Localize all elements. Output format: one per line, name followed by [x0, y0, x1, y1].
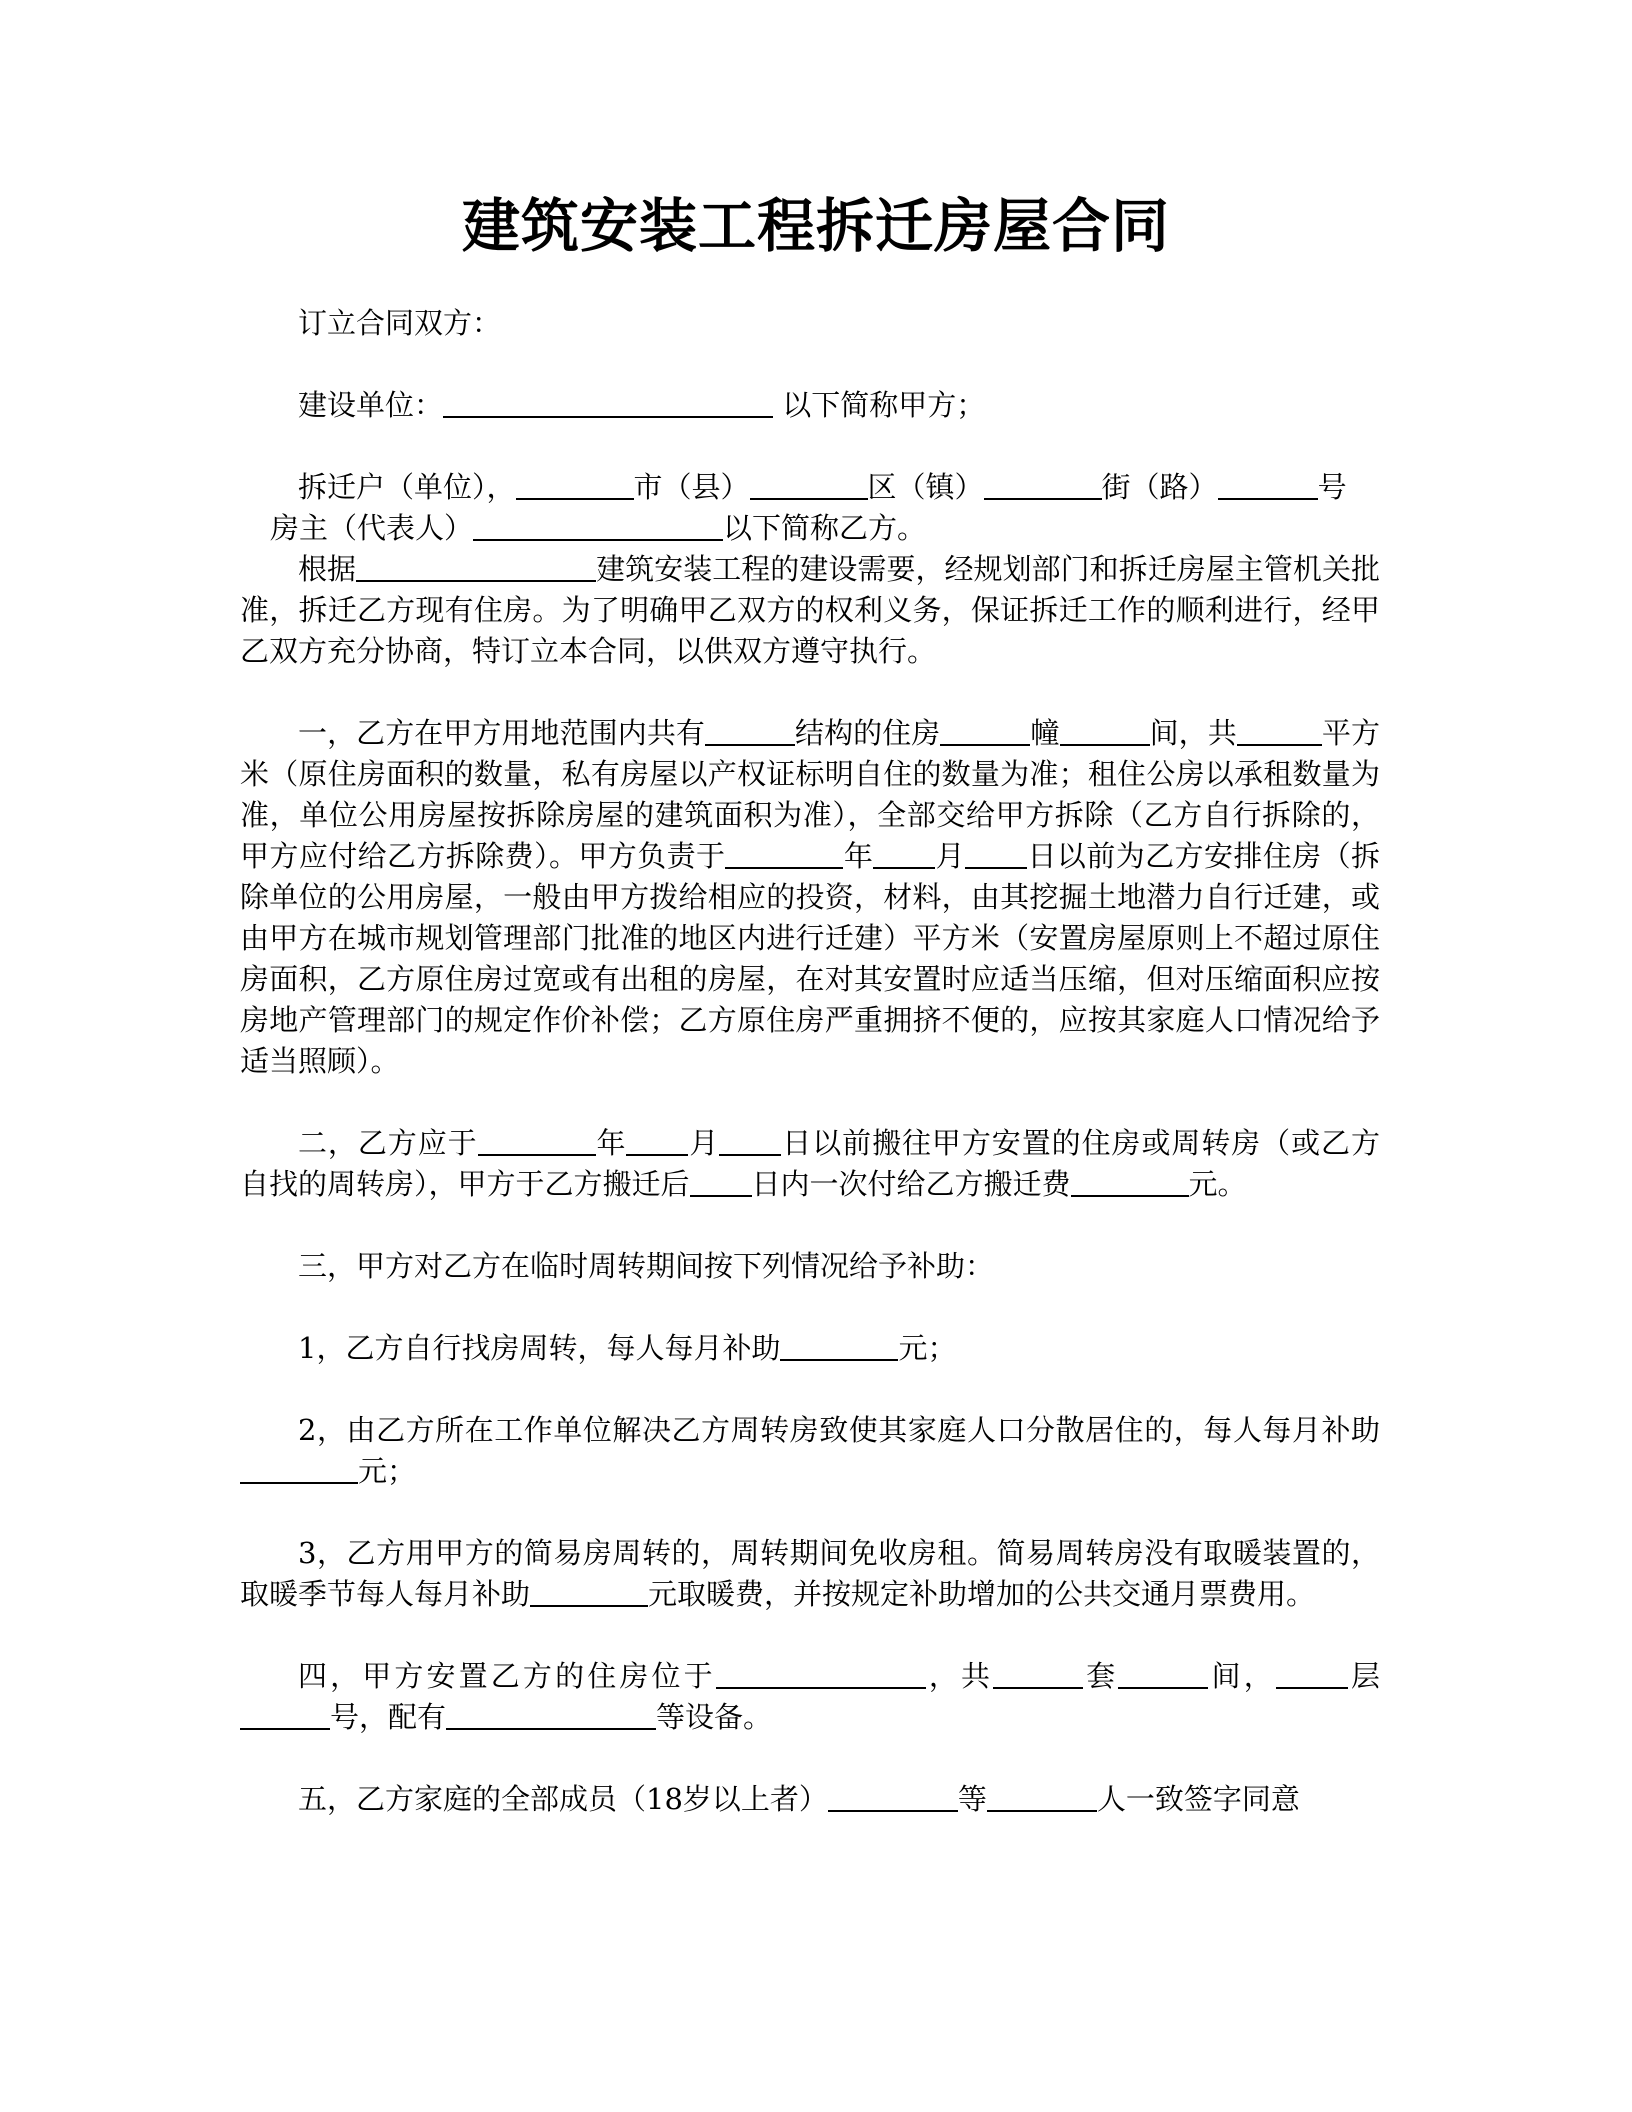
- day-blank: [965, 838, 1027, 869]
- preamble-text: 建筑安装工程的建设需要，经规划部门和拆迁房屋主管机关批准，拆迁乙方现有住房。为了明确甲乙双方的权利义务，保证拆迁工作的顺利进行，经甲乙双方充分协商，特订立本合同，以供双方遵守执行。: [240, 552, 1380, 668]
- clause-1-text-f: 年: [843, 839, 874, 873]
- member-count-blank: [987, 1781, 1097, 1812]
- district-blank: [750, 469, 868, 500]
- clause-4: [240, 1656, 1380, 1738]
- payment-days-blank: [690, 1166, 752, 1197]
- relocatee-city: 市（县）: [633, 470, 750, 504]
- relocatee-street: 街（路）: [1101, 470, 1218, 504]
- sets-blank: [993, 1658, 1083, 1689]
- preamble-paragraph: [240, 549, 1380, 672]
- clause-1-text-c: 幢: [1030, 716, 1060, 750]
- structure-blank: [705, 715, 795, 746]
- clause-1-text-h: 日以前为乙方安排住房（拆除单位的公用房屋，一般由甲方拨给相应的投资，材料，由其挖掘土地潜力自行迁建，或由甲方在城市规划管理部门批准的地区内进行迁建）平方米（安置房屋原则上不超过原住房面积，乙方原住房过宽或有出租的房屋，在对其安置时应适当压缩，但对压缩面积应按房地产管理部门的规定作价补偿；乙方原住房严重拥挤不便的，应按其家庭人口情况给予适当照顾）。: [240, 839, 1380, 1078]
- relocatee-number: 号: [1317, 470, 1347, 504]
- buildings-blank: [940, 715, 1030, 746]
- relocatee-district: 区（镇）: [867, 470, 984, 504]
- project-blank: [356, 551, 596, 582]
- dispersed-subsidy-blank: [240, 1453, 358, 1484]
- clause-3-2: [240, 1410, 1380, 1492]
- clause-5-text-c: 人一致签字同意: [1096, 1782, 1300, 1816]
- year-blank: [725, 838, 843, 869]
- units-blank: [1118, 1658, 1208, 1689]
- move-day-blank: [719, 1125, 781, 1156]
- heating-subsidy-blank: [530, 1576, 648, 1607]
- builder-label: 建设单位：: [298, 388, 444, 422]
- street-blank: [984, 469, 1102, 500]
- document-body: [240, 303, 1380, 1820]
- clause-5-text-a: 五，乙方家庭的全部成员（18岁以上者）: [298, 1782, 828, 1816]
- city-blank: [516, 469, 634, 500]
- clause-3-3-text-a: 3，乙方用甲方的简易房周转的，周转期间免收房租。简易周转房没有取暖装置的，取暖季节每人每月补助: [240, 1536, 1380, 1611]
- clause-3-2-text-b: 元；: [358, 1454, 417, 1488]
- builder-suffix: 以下简称甲方；: [773, 388, 986, 422]
- clause-3-1-text-a: 1，乙方自行找房周转，每人每月补助: [298, 1331, 781, 1365]
- move-year-blank: [478, 1125, 596, 1156]
- clause-4-text-c: 套: [1083, 1659, 1119, 1693]
- owner-suffix: 以下简称乙方。: [723, 511, 927, 545]
- equipment-blank: [446, 1699, 656, 1730]
- clause-3-3: [240, 1533, 1380, 1615]
- clause-2-text-a: 二，乙方应于: [298, 1126, 478, 1160]
- relocatee-label: 拆迁户（单位），: [298, 470, 516, 504]
- rooms-blank: [1060, 715, 1150, 746]
- location-blank: [716, 1658, 926, 1689]
- clause-1: [240, 713, 1380, 1082]
- clause-4-text-b: ，共: [925, 1659, 994, 1693]
- parties-heading: 订立合同双方：: [298, 306, 502, 340]
- clause-5-text-b: 等: [957, 1782, 987, 1816]
- clause-2-text-d: 日以前搬往甲方安置的住房或周转房（或乙方自找的周转房），甲方于乙方搬迁后: [240, 1126, 1380, 1201]
- moving-fee-blank: [1071, 1166, 1189, 1197]
- document-title: 建筑安装工程拆迁房屋合同: [461, 192, 1170, 260]
- clause-4-text-g: 等设备。: [656, 1700, 773, 1734]
- clause-2-text-f: 元。: [1188, 1167, 1247, 1201]
- preamble-prefix: 根据: [298, 552, 357, 586]
- self-rent-subsidy-blank: [780, 1330, 898, 1361]
- clause-5: [240, 1779, 1380, 1820]
- clause-3-2-text-a: 2，由乙方所在工作单位解决乙方周转房致使其家庭人口分散居住的，每人每月补助: [298, 1413, 1380, 1447]
- clause-4-text-a: 四，甲方安置乙方的住房位于: [298, 1659, 716, 1693]
- relocatee-line: [240, 467, 1380, 508]
- move-month-blank: [626, 1125, 688, 1156]
- clause-2: [240, 1123, 1380, 1205]
- month-blank: [873, 838, 935, 869]
- builder-line: [240, 385, 1380, 426]
- clause-1-text-g: 月: [935, 839, 966, 873]
- clause-1-text-b: 结构的住房: [794, 716, 941, 750]
- clause-1-text-e: 平方米（原住房面积的数量，私有房屋以产权证标明自住的数量为准；租住公房以承租数量为准，单位公用房屋按拆除房屋的建筑面积为准），全部交给甲方拆除（乙方自行拆除的，甲方应付给乙方拆除费）。甲方负责于: [240, 716, 1380, 873]
- room-number-blank: [240, 1699, 330, 1730]
- owner-line: [240, 508, 1380, 549]
- clause-1-text-a: 一，乙方在甲方用地范围内共有: [298, 716, 705, 750]
- floor-blank: [1276, 1658, 1348, 1689]
- builder-blank: [443, 387, 773, 418]
- area-blank: [1237, 715, 1322, 746]
- members-blank: [828, 1781, 958, 1812]
- clause-4-text-f: 号，配有: [330, 1700, 447, 1734]
- clause-2-text-b: 年: [595, 1126, 627, 1160]
- clause-3-1: [240, 1328, 1380, 1369]
- owner-label: 房主（代表人）: [270, 511, 474, 545]
- number-blank: [1218, 469, 1318, 500]
- clause-4-text-d: 间，: [1208, 1659, 1276, 1693]
- clause-2-text-c: 月: [688, 1126, 720, 1160]
- clause-2-text-e: 日内一次付给乙方搬迁费: [751, 1167, 1071, 1201]
- clause-3-1-text-b: 元；: [898, 1331, 957, 1365]
- clause-1-text-d: 间，共: [1149, 716, 1237, 750]
- clause-3: 三，甲方对乙方在临时周转期间按下列情况给予补助：: [298, 1249, 995, 1283]
- clause-4-text-e: 层: [1347, 1659, 1380, 1693]
- owner-blank: [473, 510, 723, 541]
- clause-3-3-text-b: 元取暖费，并按规定补助增加的公共交通月票费用。: [648, 1577, 1316, 1611]
